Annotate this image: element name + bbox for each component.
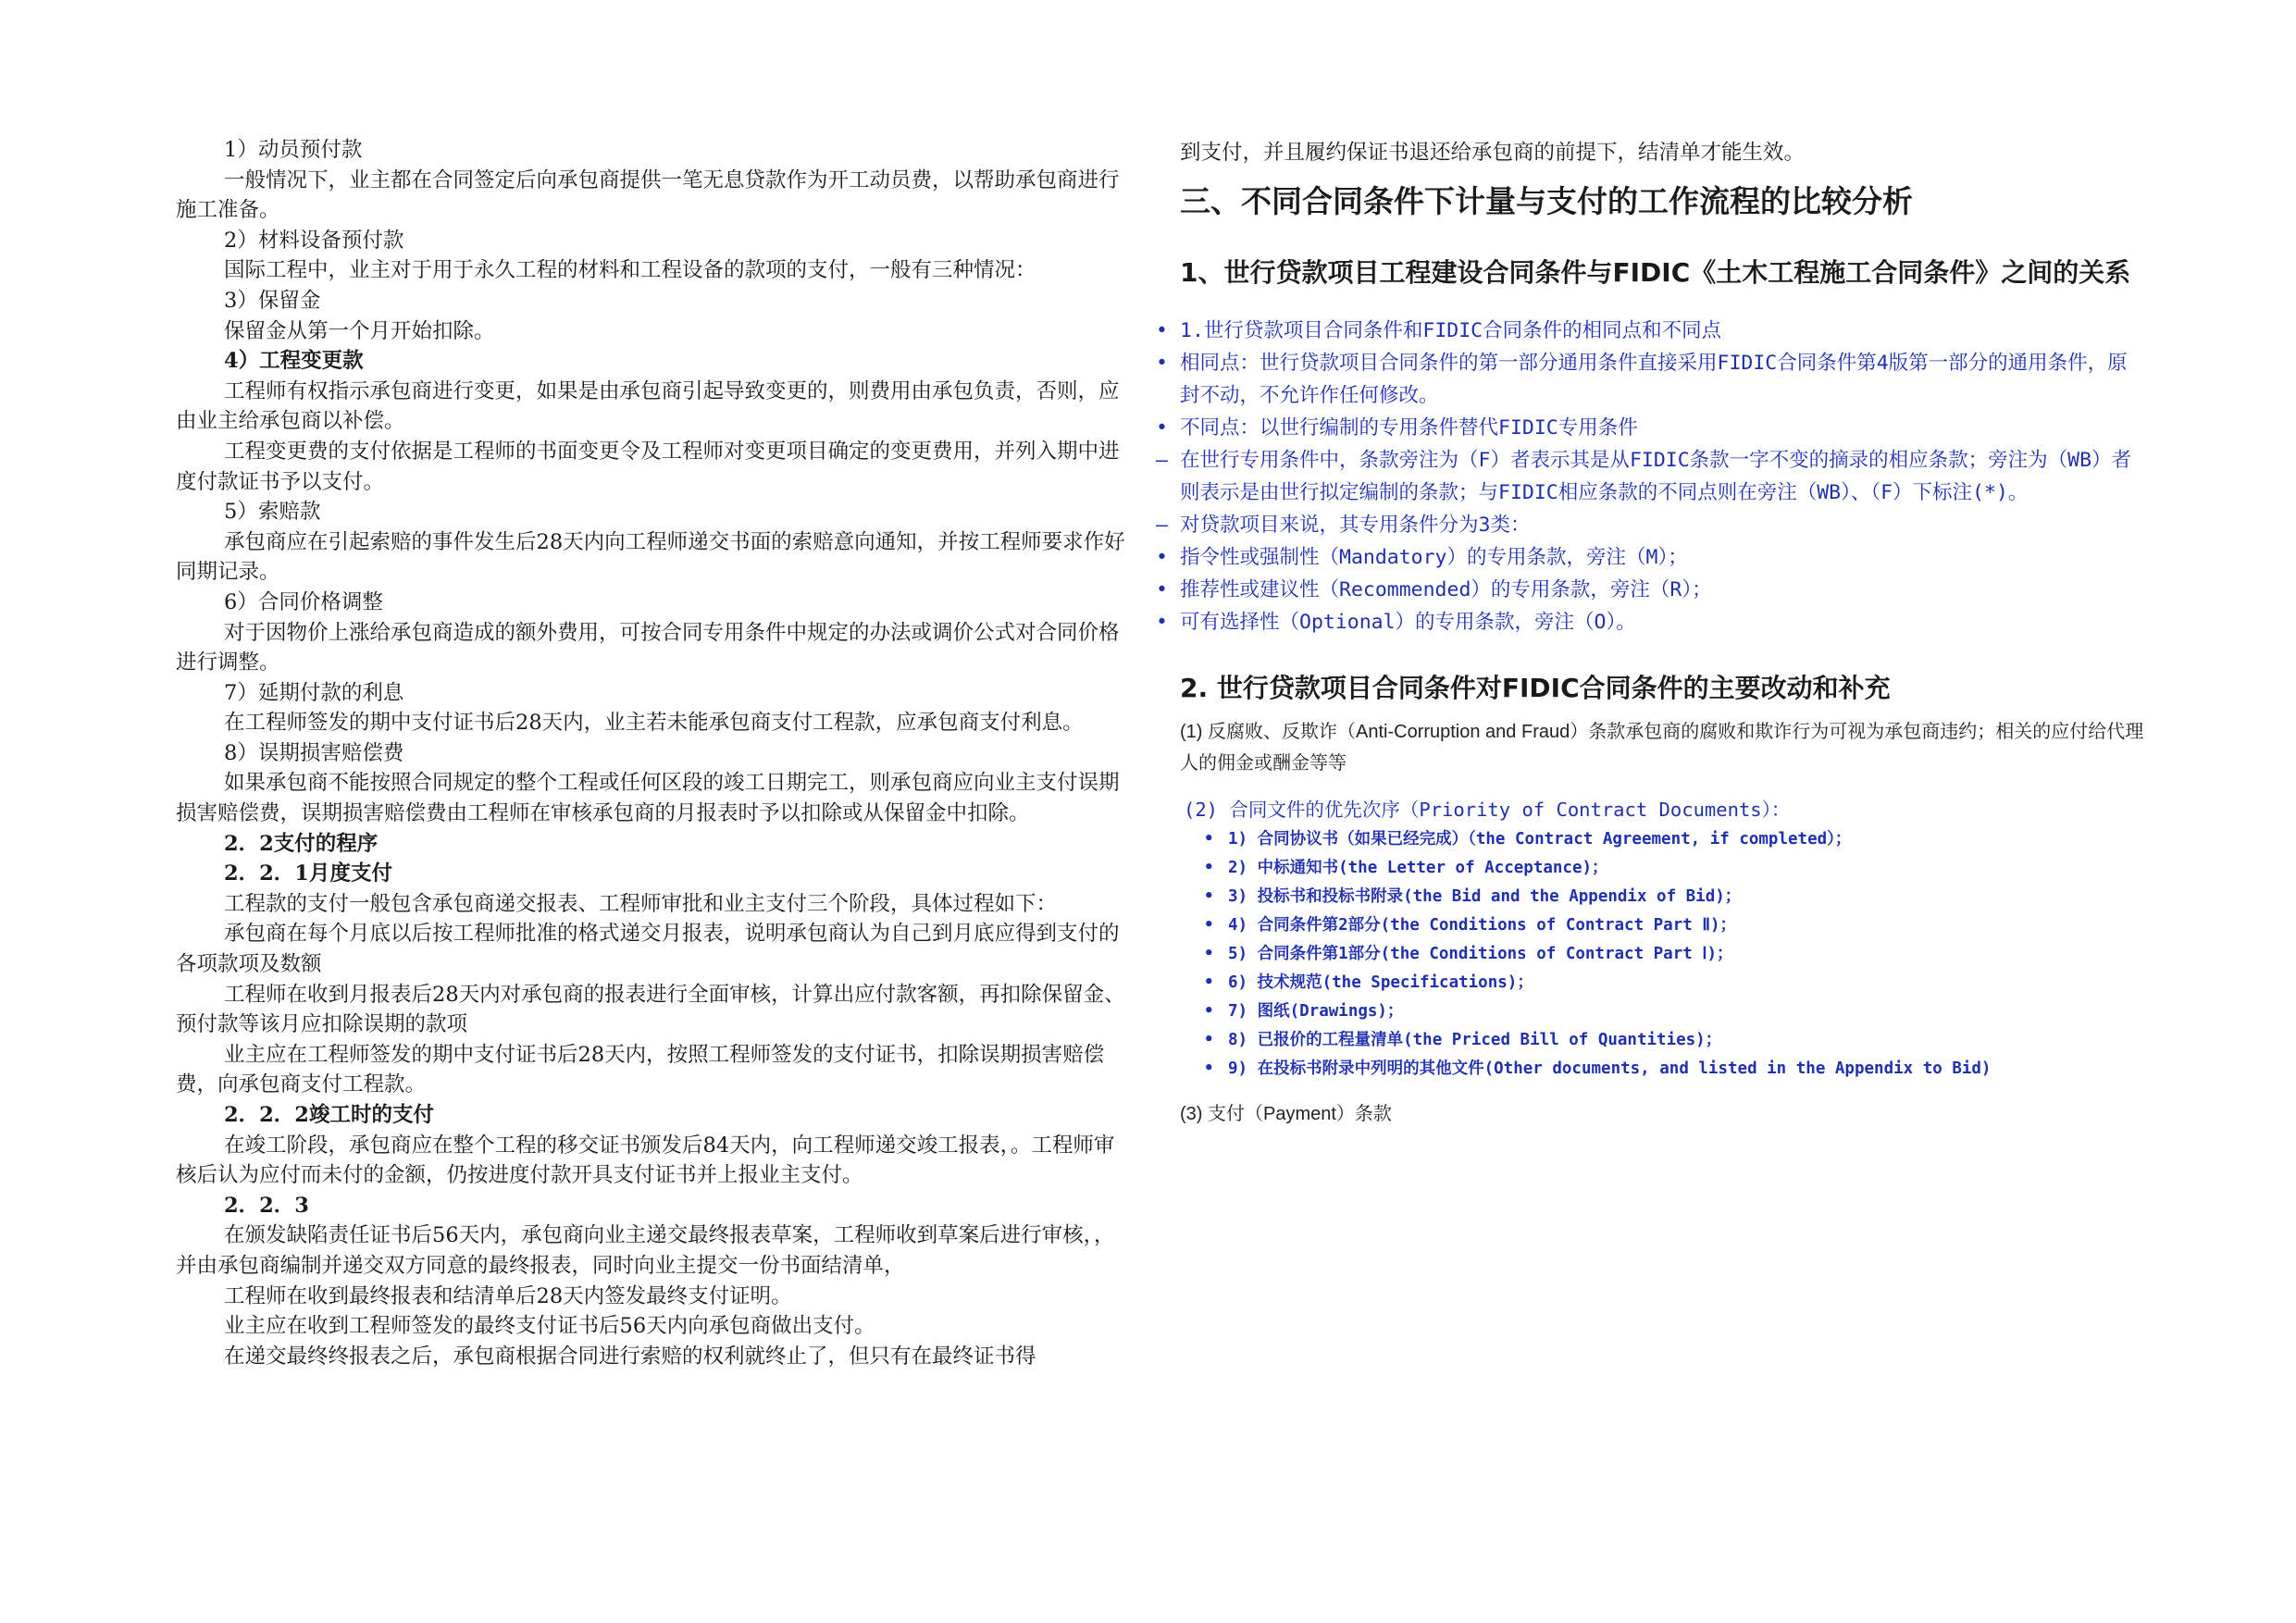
priority-text: 5) 合同条件第1部分(the Conditions of Contract Part Ⅰ)；: [1228, 945, 1733, 963]
bullet-marker: –: [1156, 449, 1168, 472]
priority-item: [1204, 1055, 2147, 1084]
subsection-heading: 1、世行贷款项目工程建设合同条件与FIDIC《土木工程施工合同条件》之间的关系: [1180, 257, 2131, 288]
paragraph: 保留金从第一个月开始扣除。: [224, 318, 495, 343]
section-heading: 三、不同合同条件下计量与支付的工作流程的比较分析: [1180, 183, 1913, 219]
paragraph: 3）保留金: [224, 288, 321, 313]
priority-item: [1204, 883, 2147, 911]
bullet-marker: •: [1156, 352, 1168, 375]
bullet-item: [1156, 315, 2147, 347]
bullet-marker-icon: •: [1204, 859, 1214, 877]
paragraph: 1）动员预付款: [224, 138, 363, 162]
bullet-marker-icon: •: [1204, 830, 1214, 849]
paragraph: 业主应在收到工程师签发的最终支付证书后56天内向承包商做出支付。: [224, 1314, 875, 1339]
bullet-text: 在世行专用条件中，条款旁注为（F）者表示其是从FIDIC条款一字不变的摘录的相应条款；旁注为（WB）者则表示是由世行拟定编制的条款；与FIDIC相应条款的不同点则在旁注（WB）、（F）下标注(*)。: [1180, 449, 2132, 504]
priority-item: [1204, 854, 2147, 883]
bullet-item: [1156, 606, 2147, 638]
priority-item: [1204, 911, 2147, 940]
priority-title: (2) 合同文件的优先次序（Priority of Contract Documents）：: [1184, 799, 1791, 821]
bullet-marker-icon: •: [1204, 1002, 1214, 1021]
bullet-marker: •: [1156, 578, 1168, 601]
bullet-marker-icon: •: [1204, 916, 1214, 935]
priority-text: 8) 已报价的工程量清单(the Priced Bill of Quantities)；: [1228, 1031, 1722, 1049]
right-column: [1156, 137, 2147, 1130]
paragraph: 2．2支付的程序: [224, 831, 379, 856]
paragraph: 在工程师签发的期中支付证书后28天内，业主若未能承包商支付工程款，应承包商支付利息。: [224, 711, 1084, 736]
paragraph: 8）误期损害赔偿费: [224, 740, 404, 765]
bullet-marker-icon: •: [1204, 1031, 1214, 1049]
paragraph: 工程师在收到最终报表和结清单后28天内签发最终支付证明。: [224, 1283, 792, 1308]
paragraph: 工程变更费的支付依据是工程师的书面变更令及工程师对变更项目确定的变更费用，并列入期中进度付款证书予以支付。: [176, 439, 1120, 494]
priority-list: [1180, 825, 2147, 1084]
paragraph: 在颁发缺陷责任证书后56天内，承包商向业主递交最终报表草案，工程师收到草案后进行审核，，并由承包商编制并递交双方同意的最终报表，同时向业主提交一份书面结清单，: [176, 1223, 1115, 1278]
paragraph: 2．2．1月度支付: [224, 861, 392, 886]
bullet-item: [1156, 444, 2147, 509]
bullet-item: [1156, 412, 2147, 444]
paragraph: 在竣工阶段，承包商应在整个工程的移交证书颁发后84天内，向工程师递交竣工报表，。工程师审核后认为应付而未付的金额，仍按进度付款开具支付证书并上报业主支付。: [176, 1133, 1115, 1188]
bullet-item: [1156, 347, 2147, 412]
paragraph: 国际工程中，业主对于用于永久工程的材料和工程设备的款项的支付，一般有三种情况：: [224, 258, 1036, 283]
bullet-text: 1.世行贷款项目合同条件和FIDIC合同条件的相同点和不同点: [1180, 319, 1722, 342]
paragraph: 工程款的支付一般包含承包商递交报表、工程师审批和业主支付三个阶段，具体过程如下：: [224, 891, 1058, 916]
paragraph: 一般情况下，业主都在合同签定后向承包商提供一笔无息贷款作为开工动员费，以帮助承包商进行施工准备。: [176, 167, 1120, 223]
paragraph: 6）合同价格调整: [224, 589, 383, 614]
bullet-marker-icon: •: [1204, 945, 1214, 963]
bullet-text: 不同点：以世行编制的专用条件替代FIDIC专用条件: [1180, 416, 1638, 440]
bullet-item: [1156, 574, 2147, 606]
priority-item: [1204, 997, 2147, 1026]
priority-text: 1) 合同协议书（如果已经完成）（the Contract Agreement, if completed）；: [1228, 830, 1852, 849]
paragraph: 2）材料设备预付款: [224, 228, 404, 253]
priority-text: 9) 在投标书附录中列明的其他文件(Other documents, and listed in the Appendix to Bid): [1228, 1059, 1992, 1078]
bullet-marker: •: [1156, 319, 1168, 342]
priority-text: 4) 合同条件第2部分(the Conditions of Contract Part Ⅱ)；: [1228, 916, 1736, 935]
bullet-text: 对贷款项目来说，其专用条件分为3类：: [1180, 514, 1531, 537]
bullet-marker: •: [1156, 546, 1168, 569]
paragraph: 对于因物价上涨给承包商造成的额外费用，可按合同专用条件中规定的办法或调价公式对合同价格进行调整。: [176, 620, 1120, 675]
priority-text: 7) 图纸(Drawings)；: [1228, 1002, 1404, 1021]
bullet-marker: •: [1156, 416, 1168, 440]
paragraph: 7）延期付款的利息: [224, 680, 404, 705]
bullet-list: [1156, 315, 2147, 638]
continuation-paragraph: 到支付，并且履约保证书退还给承包商的前提下，结清单才能生效。: [1180, 141, 1806, 165]
subsection-heading-2: 2. 世行贷款项目合同条件对FIDIC合同条件的主要改动和补充: [1180, 673, 1891, 703]
bullet-text: 推荐性或建议性（Recommended）的专用条款，旁注（R）；: [1180, 578, 1712, 601]
paragraph: 2．2．2竣工时的支付: [224, 1103, 434, 1127]
bullet-item: [1156, 509, 2147, 541]
bullet-text: 指令性或强制性（Mandatory）的专用条款，旁注（M）；: [1180, 546, 1688, 569]
paragraph: 如果承包商不能按照合同规定的整个工程或任何区段的竣工日期完工，则承包商应向业主支付误期损害赔偿费，误期损害赔偿费由工程师在审核承包商的月报表时予以扣除或从保留金中扣除。: [176, 771, 1120, 826]
paragraph: 承包商应在引起索赔的事件发生后28天内向工程师递交书面的索赔意向通知，并按工程师要求作好同期记录。: [176, 529, 1125, 585]
paragraph: 2．2．3: [224, 1193, 309, 1218]
paragraph: 业主应在工程师签发的期中支付证书后28天内，按照工程师签发的支付证书，扣除误期损害赔偿费，向承包商支付工程款。: [176, 1042, 1105, 1097]
bullet-marker: –: [1156, 514, 1168, 537]
clause-anticorruption: (1) 反腐败、反欺诈（Anti-Corruption and Fraud）条款承包商的腐败和欺诈行为可视为承包商违约；相关的应付给代理人的佣金或酬金等等: [1180, 722, 2144, 774]
bullet-marker: •: [1156, 611, 1168, 634]
paragraph: 工程师在收到月报表后28天内对承包商的报表进行全面审核，计算出应付款客额，再扣除保留金、预付款等该月应扣除误期的款项: [176, 982, 1125, 1037]
priority-item: [1204, 940, 2147, 969]
priority-item: [1204, 825, 2147, 854]
priority-text: 2) 中标通知书(the Letter of Acceptance)；: [1228, 859, 1608, 877]
left-column: [176, 135, 1134, 1371]
paragraph: 承包商在每个月底以后按工程师批准的格式递交月报表，说明承包商认为自己到月底应得到支付的各项款项及数额: [176, 922, 1120, 977]
priority-item: [1204, 1026, 2147, 1055]
priority-text: 6) 技术规范(the Specifications)；: [1228, 973, 1533, 992]
bullet-marker-icon: •: [1204, 1059, 1214, 1078]
clause-payment: (3) 支付（Payment）条款: [1180, 1104, 1392, 1124]
bullet-text: 可有选择性（Optional）的专用条款，旁注（O）。: [1180, 611, 1636, 634]
paragraph: 5）索赔款: [224, 500, 321, 525]
bullet-text: 相同点：世行贷款项目合同条件的第一部分通用条件直接采用FIDIC合同条件第4版第一部分的通用条件，原封不动，不允许作任何修改。: [1180, 352, 2128, 407]
priority-item: [1204, 969, 2147, 997]
paragraph: 4）工程变更款: [224, 349, 364, 374]
bullet-marker-icon: •: [1204, 973, 1214, 992]
bullet-item: [1156, 541, 2147, 574]
paragraph: 在递交最终终报表之后，承包商根据合同进行索赔的权利就终止了，但只有在最终证书得: [224, 1344, 1036, 1369]
paragraph: 工程师有权指示承包商进行变更，如果是由承包商引起导致变更的，则费用由承包负责，否则，应由业主给承包商以补偿。: [176, 378, 1120, 434]
priority-text: 3) 投标书和投标书附录(the Bid and the Appendix of Bid)；: [1228, 887, 1742, 906]
bullet-marker-icon: •: [1204, 887, 1214, 906]
